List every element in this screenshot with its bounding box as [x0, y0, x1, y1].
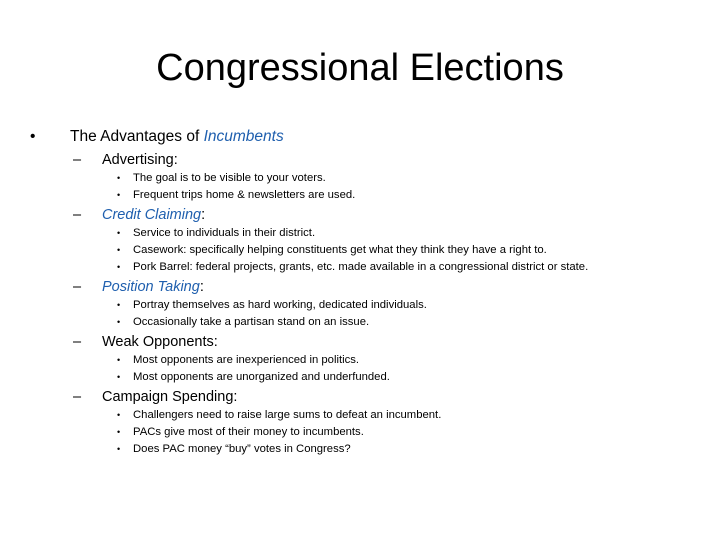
main-bullet-text: The Advantages of — [70, 128, 204, 145]
section-position-taking — [30, 277, 700, 331]
section-heading-text: Advertising: — [102, 152, 178, 168]
section-heading — [30, 332, 700, 352]
dash-marker: – — [73, 334, 82, 350]
list-item: • Challengers need to raise large sums to defeat an incumbent. — [117, 409, 442, 421]
list-item: • PACs give most of their money to incumbents. — [117, 426, 364, 438]
slide-title: Congressional Elections — [156, 47, 564, 89]
main-bullet-emphasis: Incumbents — [203, 128, 284, 145]
list-item: • Frequent trips home & newsletters are used. — [117, 189, 356, 201]
list-item: • Most opponents are inexperienced in politics. — [117, 354, 360, 366]
list-item: • Service to individuals in their district. — [117, 227, 316, 239]
section-heading — [30, 205, 700, 225]
dash-marker: – — [73, 389, 82, 405]
section-heading — [30, 387, 700, 407]
dash-marker: – — [73, 152, 82, 168]
list-item: • Does PAC money “buy” votes in Congress? — [117, 443, 351, 455]
list-item: • Most opponents are unorganized and underfunded. — [117, 371, 390, 383]
section-weak-opponents — [30, 332, 700, 386]
section-campaign-spending — [30, 387, 700, 458]
section-heading-emphasis: Credit Claiming — [102, 207, 202, 223]
list-item: • The goal is to be visible to your voters. — [117, 172, 326, 184]
section-heading-text: Weak Opponents: — [102, 334, 218, 350]
section-heading-suffix: : — [199, 279, 204, 295]
slide-content — [30, 126, 700, 458]
dash-marker: – — [73, 207, 82, 223]
list-item: • Occasionally take a partisan stand on an issue. — [117, 316, 370, 328]
section-credit-claiming — [30, 205, 700, 276]
section-heading — [30, 277, 700, 297]
section-heading-suffix: : — [201, 207, 206, 223]
main-bullet — [30, 126, 700, 148]
list-item: • Casework: specifically helping constituents get what they think they have a right to. — [117, 244, 547, 256]
section-heading-emphasis: Position Taking — [102, 279, 200, 295]
list-item: • Portray themselves as hard working, dedicated individuals. — [117, 299, 427, 311]
section-advertising — [30, 150, 700, 204]
dash-marker: – — [73, 279, 82, 295]
section-heading — [30, 150, 700, 170]
section-heading-text: Campaign Spending: — [102, 389, 238, 405]
bullet-dot: • — [30, 128, 36, 145]
list-item: • Pork Barrel: federal projects, grants, etc. made available in a congressional district or state. — [117, 261, 589, 273]
